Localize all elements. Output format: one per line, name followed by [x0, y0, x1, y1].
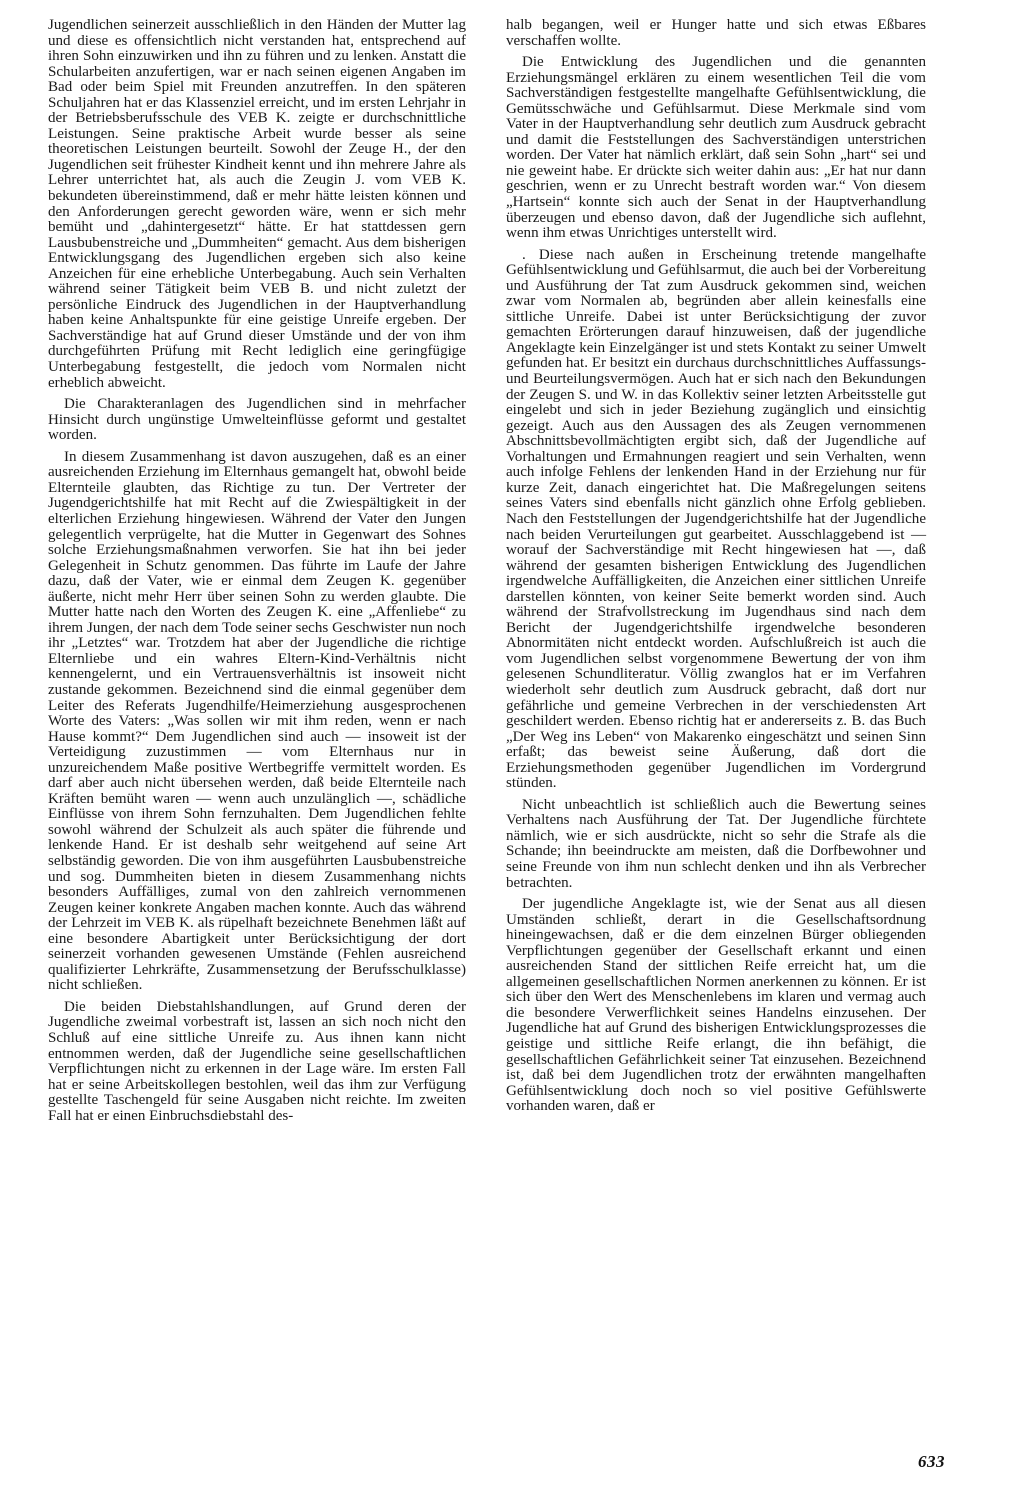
paragraph: In diesem Zusammenhang ist davon auszugehen, daß es an einer ausreichenden Erziehung im Elternhaus gemangelt hat, obwohl beide Elternteile glaubten, das Richtige zu tun. Der Vertreter der Jugendgerichtshilfe hat mit Recht auf die Zwiespältigkeit in der elterlichen Erziehung hingewiesen. Während der Vater den Jungen gelegentlich verprügelte, hat die Mutter in Gegenwart des Sohnes solche Erziehungsmaßnahmen verworfen. Sie hat ihn bei jeder Gelegenheit in Schutz genommen. Das führte im Laufe der Jahre dazu, daß der Vater, wie er einmal dem Zeugen K. gegenüber äußerte, nicht mehr Herr über seinen Sohn zu werden glaubte. Die Mutter hatte nach den Worten des Zeugen K. eine „Affenliebe“ zu ihrem Jungen, der nach dem Tode seiner sechs Geschwister nun noch ihr „Letztes“ war. Trotzdem hat aber der Jugendliche die richtige Elternliebe und ein wahres Eltern-Kind-Verhältnis nicht kennengelernt, und ein Vertrauensverhältnis ist insoweit nicht zustande gekommen. Bezeichnend sind die einmal gegenüber dem Leiter des Referats Jugendhilfe/Heimerziehung ausgesprochenen Worte des Vaters: „Was sollen wir mit ihm reden, wenn er nach Hause kommt?“ Dem Jugendlichen sind auch — insoweit ist der Verteidigung zuzustimmen — vom Elternhaus nur in unzureichendem Maße positive Wertbegriffe vermittelt worden. Es darf aber auch nicht übersehen werden, daß beide Elternteile nach Kräften bemüht waren — wenn auch unzulänglich —, schädliche Einflüsse von ihrem Sohn fernzuhalten. Dem Jugendlichen fehlte sowohl während der Schulzeit als auch später die führende und lenkende Hand. Er ist deshalb sehr weitgehend auf seine Art selbständig geworden. Die von ihm ausgeführten Lausbubenstreiche und sog. Dummheiten bieten in diesem Zusammenhang nichts besonders Auffälliges, zumal von den zahlreich vernommenen Zeugen keiner konkrete Angaben machen konnte. Auch das während der Lehrzeit im VEB K. als rüpelhaft bezeichnete Benehmen läßt auf eine besondere Abartigkeit unter Berücksichtigung der dort seinerzeit vorhanden gewesenen Umstände (Fehlen ausreichend qualifizierter Lehrkräfte, Zusammensetzung der Berufsschulklasse) nicht schließen. [48, 448, 466, 994]
paragraph: halb begangen, weil er Hunger hatte und sich etwas Eßbares verschaffen wollte. [506, 17, 926, 49]
page-number: 633 [918, 1452, 945, 1471]
paragraph: Nicht unbeachtlich ist schließlich auch die Bewertung seines Verhaltens nach Ausführung der Tat. Der Jugendliche fürchtete nämlich, wie er sich ausdrückte, nicht so sehr die Strafe als die Schande; ihn beeindruckte am meisten, daß die Dorfbewohner und seine Freunde von ihm nun schlecht denken und ihn als Verbrecher betrachten. [506, 796, 926, 891]
document-page [48, 17, 976, 1471]
paragraph: Jugendlichen seinerzeit ausschließlich in den Händen der Mutter lag und diese es offensichtlich nicht verstanden hat, entsprechend auf ihren Sohn einzuwirken und ihn zu führen und zu lenken. Anstatt die Schularbeiten anzufertigen, war er nach seinen eigenen Angaben im Bad oder beim Spiel mit Freunden anzutreffen. In den späteren Schuljahren hat er das Klassenziel erreicht, und im ersten Lehrjahr in der Betriebsberufsschule des VEB K. zeigte er durchschnittliche Leistungen. Seine praktische Arbeit wurde besser als seine theoretischen Leistungen beurteilt. Sowohl der Zeuge H., der den Jugendlichen seit frühester Kindheit kennt und ihn mehrere Jahre als Lehrer unterrichtet hat, als auch die Zeugin J. vom VEB K. bekundeten übereinstimmend, daß er mehr hätte leisten können und den Anforderungen gerecht geworden wäre, wenn er sich mehr bemüht und „dahintergesetzt“ hätte. Er hat stattdessen gern Lausbubenstreiche und „Dummheiten“ gemacht. Aus dem bisherigen Entwicklungsgang des Jugendlichen ergeben sich also keine Anzeichen für eine erhebliche Unterbegabung. Auch sein Verhalten während seiner Tätigkeit beim VEB B. und nicht zuletzt der persönliche Eindruck des Jugendlichen in der Hauptverhandlung haben keine Anhaltspunkte für eine geistige Unreife ergeben. Der Sachverständige hat auf Grund dieser Umstände und der von ihm durchgeführten Prüfung mit Recht lediglich eine geringfügige Unterbegabung festgestellt, die jedoch vom Normalen nicht erheblich abweicht. [48, 17, 466, 391]
right-column [506, 18, 926, 1121]
paragraph: Die Entwicklung des Jugendlichen und die genannten Erziehungsmängel erklären zu einem wesentlichen Teil die vom Sachverständigen festgestellte mangelhafte Gefühlsentwicklung, die Gemütsschwäche und Gefühlsarmut. Diese Merkmale sind vom Vater in der Hauptverhandlung sehr deutlich zum Ausdruck gebracht und damit die Feststellungen des Sachverständigen unterstrichen worden. Der Vater hat nämlich erklärt, daß sein Sohn „hart“ sei und nie geweint habe. Er drückte sich weiter dahin aus: „Er hat nur dann geschrien, wenn er zu Unrecht bestraft worden war.“ Von diesem „Hartsein“ konnte sich auch der Senat in der Hauptverhandlung überzeugen und ebenso davon, daß der Jugendliche sich auflehnt, wenn ihm etwas Unrichtiges unterstellt wird. [506, 54, 926, 242]
left-column [48, 18, 466, 1130]
paragraph: Die Charakteranlagen des Jugendlichen sind in mehrfacher Hinsicht durch ungünstige Umwelteinflüsse geformt und gestaltet worden. [48, 396, 466, 444]
paragraph: Die beiden Diebstahlshandlungen, auf Grund deren der Jugendliche zweimal vorbestraft ist, lassen an sich noch nicht den Schluß auf eine sittliche Unreife zu. Aus ihnen kann nicht entnommen werden, daß der Jugendliche seine gesellschaftlichen Verpflichtungen nicht zu erkennen in der Lage wäre. Im ersten Fall hat er seine Arbeitskollegen bestohlen, weil das ihm zur Verfügung gestellte Taschengeld für seine Ausgaben nicht reichte. Im zweiten Fall hat er einen Einbruchsdiebstahl des- [48, 998, 466, 1124]
paragraph: . Diese nach außen in Erscheinung tretende mangelhafte Gefühlsentwicklung und Gefühlsarmut, die auch bei der Vorbereitung und Ausführung der Tat zum Ausdruck gekommen sind, weichen zwar vom Normalen ab, begründen aber allein keinesfalls eine sittliche Unreife. Dabei ist unter Berücksichtigung der zuvor gemachten Erörterungen darauf hinzuweisen, daß der jugendliche Angeklagte kein Einzelgänger ist und stets Kontakt zu seiner Umwelt gefunden hat. Er besitzt ein durchaus durchschnittliches Auffassungs- und Beurteilungsvermögen. Auch hat er sich nach den Bekundungen der Zeugen S. und W. in das Kollektiv seiner letzten Arbeitsstelle gut eingelebt und sich in jeder Beziehung zugänglich und einsichtig gezeigt. Auch aus den Aussagen des als Zeugen vernommenen Abschnittsbevollmächtigten ergibt sich, daß der Jugendliche auf Vorhaltungen und Ermahnungen reagiert und sein Verhalten, wenn auch infolge Fehlens der lenkenden Hand in der Erziehung nur für kurze Zeit, danach eingerichtet hat. Die Maßregelungen seitens seines Vaters sind ebenfalls nicht gänzlich ohne Erfolg geblieben. Nach den Feststellungen der Jugendgerichtshilfe hat der Jugendliche nach beiden Verurteilungen gut gearbeitet. Ausschlaggebend ist — worauf der Sachverständige mit Recht hingewiesen hat —, daß während der gesamten bisherigen Entwicklung des Jugendlichen irgendwelche Auffälligkeiten, die Anzeichen einer sittlichen Unreife darstellen könnten, von keiner Seite bemerkt worden sind. Auch während der Strafvollstreckung im Jugendhaus sind nach dem Bericht der Jugendgerichtshilfe irgendwelche besonderen Abnormitäten nicht entdeckt worden. Aufschlußreich ist auch die vom Jugendlichen selbst vorgenommene Bewertung der von ihm gelesenen Schundliteratur. Völlig zwanglos hat er im Verfahren wiederholt sehr deutlich zum Ausdruck gebracht, daß dort nur gefährliche und gemeine Verbrechen in der verschiedensten Art geschildert werden. Ebenso richtig hat er andererseits z. B. das Buch „Der Weg ins Leben“ von Makarenko eingeschätzt und seinen Sinn erfaßt; das beweist seine Äußerung, daß dort die Erziehungsmethoden gegenüber Jugendlichen im Vordergrund stünden. [506, 246, 926, 792]
paragraph: Der jugendliche Angeklagte ist, wie der Senat aus all diesen Umständen schließt, derart in die Gesellschaftsordnung hineingewachsen, daß er die dem einzelnen Bürger obliegenden Verpflichtungen gegenüber der Gesellschaft erkannt und einen ausreichenden Stand der sittlichen Reife erreicht hat, um die allgemeinen gesellschaftlichen Normen anerkennen zu können. Er ist sich über den Wert des Menschenlebens im klaren und vermag auch die besondere Verwerflichkeit seines Handelns einzusehen. Der Jugendliche hat auf Grund des bisherigen Entwicklungsprozesses die geistige und sittliche Reife erlangt, die ihn befähigt, die gesellschaftlichen Gefährlichkeit seiner Tat einzusehen. Bezeichnend ist, daß bei dem Jugendlichen trotz der erwähnten mangelhaften Gefühlsentwicklung doch noch so viel positive Gefühlswerte vorhanden waren, daß er [506, 896, 926, 1115]
